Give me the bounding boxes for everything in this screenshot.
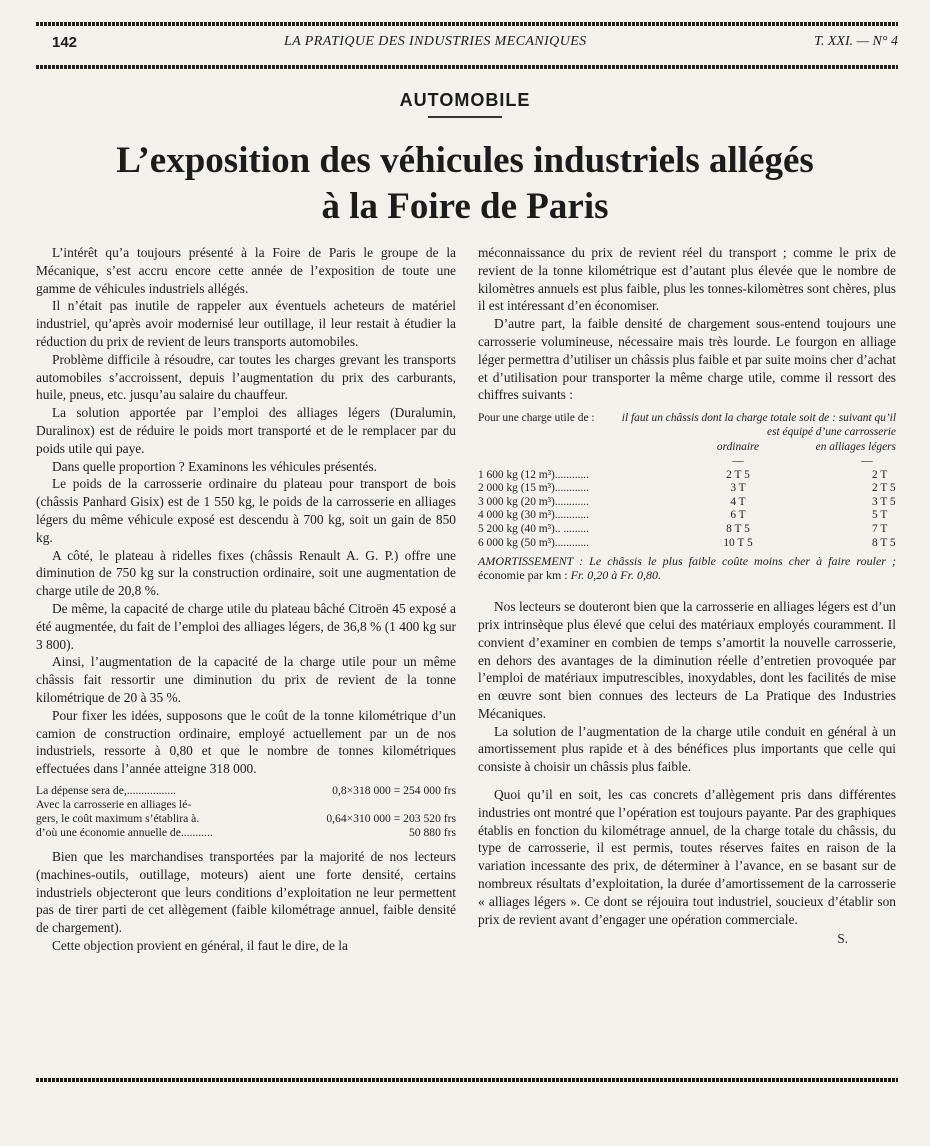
table-head-right: il faut un châssis dont la charge totale soit de : suivant qu’il est équipé d’une carrosserie [621,412,896,438]
table-row: 6 000 kg (50 m³)............ 10 T 5 8 T 5 [478,536,896,549]
table-row: 1 600 kg (12 m³)............ 2 T 5 2 T [478,468,888,481]
paragraph: Dans quelle proportion ? Examinons les véhicules présentés. [52,458,378,474]
chassis-table [478,412,896,550]
col-ordinary-header: ordinaire [716,441,760,454]
section-underline [428,116,502,118]
issue-number: T. XXI. — N° 4 [814,34,898,49]
title-line-2: à la Foire de Paris [321,186,609,227]
amort-text: économie par km : [478,568,571,583]
paragraph: L’intérêt qu’a toujours présenté à la Foire de Paris le groupe de la Mécanique, s’est accru encore cette année de l’exposition de toute une gamme de véhicules industriels allégés. [36,245,456,296]
table-header [478,412,896,439]
paragraph: A côté, le plateau à ridelles fixes (châssis Renault A. G. P.) offre une diminution de 750 kg sur la construction ordinaire, soit une augmentation de charge utile de 20,8 %. [36,547,456,599]
calc-row: Avec la carrosserie en alliages lé- [36,797,192,811]
left-column [36,244,456,955]
paragraph: méconnaissance du prix de revient réel du transport ; comme le prix de revient de la tonne kilométrique est d’autant plus élevée que le nombre de kilomètres annuels est plus faible, plus les tonnes-kilomètres sont chères, plus il est intéressant d’en économiser. [478,245,896,314]
paragraph: Quoi qu’il en soit, les cas concrets d’allègement pris dans différentes industries ont montré que l’opération est toujours payante. Par des graphiques établis en fonction du kilométrage annuel, de la charge totale du châssis, du type de carrosserie, il est permis, toutes réserves faites en raison de la variation incessante des prix, de déterminer à l’avance, en se basant sur de nombreux résultats d’exploitation, la durée d’amortissement de la carrosserie « alliages légers ». Ce dont se réjouira tout industriel, soucieux d’établir son prix de revient avant d’engager une opération commerciale. [478,787,896,927]
author-signature: S. [837,931,848,947]
top-rule [36,22,898,26]
header-rule [36,65,898,69]
calc-row: La dépense sera de,................. 0,8×318 000 = 254 000 frs [36,783,456,797]
running-header [52,34,898,58]
paragraph: Problème difficile à résoudre, car toutes les charges grevant les transports automobiles s’accroissent, depuis l’augmentation du prix des carburants, huile, pneus, etc. jusqu’au salaire du chauffeur. [36,351,456,403]
paragraph: Cette objection provient en général, il faut le dire, de la [52,937,348,953]
calc-row: gers, le coût maximum s’établira à. 0,64×310 000 = 203 520 frs [36,811,456,825]
cost-calculation [36,784,456,840]
journal-title: LA PRATIQUE DES INDUSTRIES MECANIQUES [284,34,587,49]
paragraph: Nos lecteurs se douteront bien que la carrosserie en alliages légers est d’un prix intrinsèque plus élevé que celui des matériaux employés couramment. Il convient d’examiner en combien de temps s’amortit la nouvelle carrosserie, en dehors des avantages de la diminution réelle d’entretien provoquée par l’emploi de matériaux imputrescibles, inoxydables, dont les facilités de mise en œuvre sont bien connues des lecteurs de La Pratique des Industries Mécaniques. [478,599,896,721]
paragraph: Pour fixer les idées, supposons que le coût de la tonne kilométrique d’un camion de construction ordinaire, employé actuellement par un de nos industriels, ressorte à 0,80 et que le nombre de tonnes kilométriques effectuées dans l’année atteigne 318 000. [36,707,456,777]
paragraph: D’autre part, la faible densité de chargement sous-entend toujours une carrosserie volumineuse, nécessaire mais très lourde. Le fourgon en alliage léger permettra d’utiliser un châssis plus faible et par suite moins cher d’achat et d’utilisation pour transporter la même charge utile, comme il ressort des chiffres suivants : [478,316,896,403]
table-row: 5 200 kg (40 m³).. ......... 8 T 5 7 T [478,522,888,535]
article-title [0,138,930,230]
paragraph: Il n’était pas inutile de rappeler aux éventuels acheteurs de matériel industriel, qu’après avoir modernisé leur outillage, il leur restait à étudier la réduction du prix de revient de leurs transports automobiles. [36,298,456,349]
table-subheader [478,441,896,455]
table-row: 2 000 kg (15 m³)............ 3 T 2 T 5 [478,482,896,495]
paragraph: Bien que les marchandises transportées par la majorité de nos lecteurs (machines-outils, outillage, moteurs) aient une forte densité, certains industriels objecteront que leurs conditions d’exploitation ne leur permettent pas de tirer parti de cet allègement (faible kilométrage annuel, faible densité de chargement). [36,848,456,936]
title-line-1: L’exposition des véhicules industriels allégés [116,140,814,181]
amortization-note [478,554,896,582]
table-row: 3 000 kg (20 m³)............ 4 T 3 T 5 [478,495,896,508]
table-dashes: — — [732,454,873,467]
table-row: 4 000 kg (30 m³)............ 6 T 5 T [478,509,888,522]
right-column [478,244,896,948]
section-heading: AUTOMOBILE [399,90,531,110]
amort-label: AMORTISSEMENT : Le châssis le plus faible coûte moins cher à faire rouler ; [478,554,896,569]
table-head-left: Pour une charge utile de : [478,412,595,425]
page-number: 142 [52,34,78,51]
calc-row: d’où une économie annuelle de........... 50 880 frs [36,825,456,839]
paragraph: Le poids de la carrosserie ordinaire du plateau pour transport de bois (châssis Panhard Gisix) est de 1 550 kg, le poids de la carrosserie en alliages légers du même véhicule exposé est descendu à 700 kg, soit un gain de 850 kg. [36,476,456,545]
bottom-rule [36,1078,898,1082]
col-light-header: en alliages légers [815,441,896,454]
paragraph: Ainsi, l’augmentation de la capacité de la charge utile pour un même châssis fait ressortir une diminution du prix de revient de la tonne kilométrique de 20 à 35 %. [36,654,456,705]
paragraph: La solution apportée par l’emploi des alliages légers (Duralumin, Duralinox) est de réduire le poids mort transporté et de le remplacer par du poids utile qui paye. [36,405,456,456]
paragraph: La solution de l’augmentation de la charge utile conduit en général à un amortissement plus rapide et à des bénéfices plus importants que celle qui consiste à choisir un châssis plus faible. [478,723,896,775]
paragraph: De même, la capacité de charge utile du plateau bâché Citroën 45 exposé a été augmentée, du fait de l’emploi des alliages légers, de 36,8 % (1 400 kg sur 3 800). [36,600,456,652]
amort-value: Fr. 0,20 à Fr. 0,80. [570,568,661,583]
